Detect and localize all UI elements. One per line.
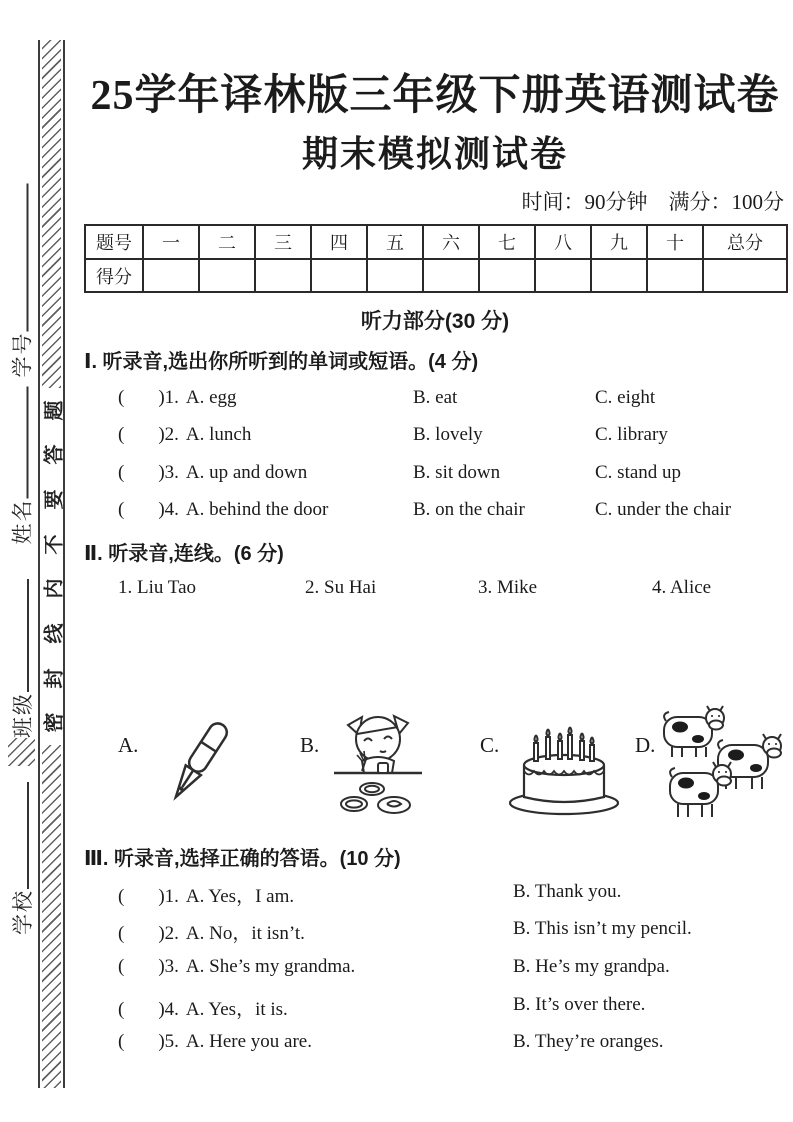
answer-bracket[interactable]: ( ) bbox=[118, 886, 165, 907]
score-blank-cell[interactable] bbox=[591, 259, 647, 292]
answer-bracket[interactable]: ( ) bbox=[118, 923, 165, 944]
section3-heading: Ⅲ. 听录音,选择正确的答语。(10 分) bbox=[84, 848, 401, 870]
class-label: 班级 bbox=[11, 692, 35, 738]
section3-item-2 bbox=[84, 918, 786, 946]
section1-item-3 bbox=[84, 462, 786, 490]
item-number: 1. bbox=[164, 387, 179, 408]
student-name-blank-line[interactable] bbox=[15, 387, 29, 499]
fountain-pen-icon[interactable] bbox=[146, 707, 246, 825]
answer-bracket[interactable]: ( ) bbox=[118, 499, 165, 520]
item-number: 3. bbox=[164, 462, 179, 483]
item-number: 5. bbox=[164, 1031, 179, 1052]
student-name-label: 姓名 bbox=[10, 498, 35, 545]
seal-char: 封 bbox=[43, 668, 65, 689]
answer-bracket[interactable]: ( ) bbox=[118, 462, 165, 483]
paper-subtitle: 期末模拟测试卷 bbox=[301, 134, 568, 174]
score-row-label: 得分 bbox=[85, 259, 143, 292]
girl-eating-icon[interactable] bbox=[326, 709, 430, 829]
option-c: C. eight bbox=[595, 387, 656, 408]
header-cell: 总分 bbox=[703, 225, 787, 259]
section2-pictures-row bbox=[84, 705, 786, 837]
option-c: C. library bbox=[595, 424, 668, 445]
student-id-label: 学号 bbox=[10, 331, 35, 378]
match-name-1[interactable]: 1. Liu Tao bbox=[118, 577, 197, 598]
match-name-3[interactable]: 3. Mike bbox=[478, 577, 538, 598]
section3-item-1 bbox=[84, 881, 786, 909]
margin-hatch-mark bbox=[8, 738, 35, 766]
answer-bracket[interactable]: ( ) bbox=[118, 956, 165, 977]
score-blank-cell[interactable] bbox=[647, 259, 703, 292]
option-a: A. lunch bbox=[185, 424, 252, 445]
header-cell: 八 bbox=[535, 225, 591, 259]
class-field bbox=[6, 570, 38, 738]
option-b: B. sit down bbox=[413, 462, 501, 483]
birthday-cake-icon[interactable] bbox=[502, 713, 626, 821]
paper-title: 25学年译林版三年级下册英语测试卷 bbox=[90, 73, 780, 119]
score-table-header-row bbox=[85, 225, 787, 259]
seal-char: 要 bbox=[43, 489, 65, 510]
option-a: A. No，it isn’t. bbox=[185, 923, 305, 944]
score-blank-cell[interactable] bbox=[367, 259, 423, 292]
header-cell: 题号 bbox=[85, 225, 143, 259]
student-name-field bbox=[6, 378, 38, 545]
match-name-4[interactable]: 4. Alice bbox=[652, 577, 712, 598]
seal-line-text bbox=[40, 388, 63, 745]
score-blank-cell[interactable] bbox=[423, 259, 479, 292]
class-blank-line[interactable] bbox=[15, 579, 29, 692]
seal-char: 题 bbox=[43, 400, 65, 421]
answer-bracket[interactable]: ( ) bbox=[118, 999, 165, 1020]
seal-char: 线 bbox=[43, 623, 65, 644]
listening-part-heading: 听力部分(30 分) bbox=[360, 310, 510, 333]
score-blank-cell[interactable] bbox=[535, 259, 591, 292]
option-a: A. up and down bbox=[185, 462, 308, 483]
option-a: A. She’s my grandma. bbox=[185, 956, 356, 977]
option-c: C. stand up bbox=[595, 462, 682, 483]
section3-item-3 bbox=[84, 956, 786, 984]
section1-item-1 bbox=[84, 387, 786, 415]
option-b: B. This isn’t my pencil. bbox=[513, 918, 692, 939]
option-a: A. egg bbox=[185, 387, 237, 408]
option-b: B. It’s over there. bbox=[513, 994, 646, 1015]
item-number: 2. bbox=[164, 923, 179, 944]
picture-b-label: B. bbox=[300, 733, 320, 757]
section3-item-5 bbox=[84, 1031, 786, 1059]
score-blank-cell[interactable] bbox=[311, 259, 367, 292]
seal-char: 密 bbox=[43, 712, 65, 733]
section3-item-4 bbox=[84, 994, 786, 1022]
answer-bracket[interactable]: ( ) bbox=[118, 387, 165, 408]
picture-d-label: D. bbox=[635, 733, 656, 757]
score-table-score-row bbox=[85, 259, 787, 292]
header-cell: 六 bbox=[423, 225, 479, 259]
seal-hatch-bottom bbox=[42, 745, 61, 1088]
option-a: A. behind the door bbox=[185, 499, 329, 520]
option-b: B. He’s my grandpa. bbox=[513, 956, 670, 977]
option-c: C. under the chair bbox=[595, 499, 732, 520]
school-field bbox=[6, 773, 38, 935]
school-blank-line[interactable] bbox=[15, 782, 29, 889]
section1-heading: Ⅰ. 听录音,选出你所听到的单词或短语。(4 分) bbox=[84, 351, 479, 373]
option-a: A. Yes，it is. bbox=[185, 999, 288, 1020]
score-blank-cell[interactable] bbox=[255, 259, 311, 292]
seal-char: 不 bbox=[43, 534, 65, 555]
option-b: B. Thank you. bbox=[513, 881, 622, 902]
option-b: B. eat bbox=[413, 387, 458, 408]
answer-bracket[interactable]: ( ) bbox=[118, 424, 165, 445]
item-number: 4. bbox=[164, 499, 179, 520]
exam-content bbox=[84, 0, 786, 1122]
header-cell: 五 bbox=[367, 225, 423, 259]
item-number: 2. bbox=[164, 424, 179, 445]
cows-icon[interactable] bbox=[658, 705, 793, 833]
item-number: 4. bbox=[164, 999, 179, 1020]
match-name-2[interactable]: 2. Su Hai bbox=[305, 577, 377, 598]
score-blank-cell[interactable] bbox=[143, 259, 199, 292]
section1-item-4 bbox=[84, 499, 786, 527]
picture-c-label: C. bbox=[480, 733, 500, 757]
score-blank-cell[interactable] bbox=[703, 259, 787, 292]
option-b: B. They’re oranges. bbox=[513, 1031, 664, 1052]
option-a: A. Yes，I am. bbox=[185, 886, 295, 907]
time-score-info: 时间：90分钟 满分：100分 bbox=[521, 190, 784, 214]
header-cell: 二 bbox=[199, 225, 255, 259]
picture-a-label: A. bbox=[118, 733, 139, 757]
score-blank-cell[interactable] bbox=[199, 259, 255, 292]
score-table bbox=[84, 224, 788, 293]
header-cell: 九 bbox=[591, 225, 647, 259]
seal-line-band bbox=[38, 40, 65, 1088]
section2-heading: Ⅱ. 听录音,连线。(6 分) bbox=[84, 543, 284, 565]
header-cell: 一 bbox=[143, 225, 199, 259]
score-blank-cell[interactable] bbox=[479, 259, 535, 292]
section2-names-row bbox=[84, 577, 786, 605]
student-id-field bbox=[6, 175, 38, 378]
option-b: B. lovely bbox=[413, 424, 483, 445]
seal-hatch-top bbox=[42, 40, 61, 388]
school-label: 学校 bbox=[11, 889, 35, 935]
seal-char: 答 bbox=[43, 444, 65, 465]
header-cell: 十 bbox=[647, 225, 703, 259]
header-cell: 四 bbox=[311, 225, 367, 259]
item-number: 1. bbox=[164, 886, 179, 907]
answer-bracket[interactable]: ( ) bbox=[118, 1031, 165, 1052]
section1-item-2 bbox=[84, 424, 786, 452]
header-cell: 三 bbox=[255, 225, 311, 259]
item-number: 3. bbox=[164, 956, 179, 977]
header-cell: 七 bbox=[479, 225, 535, 259]
student-id-blank-line[interactable] bbox=[15, 184, 29, 332]
seal-char: 内 bbox=[43, 578, 65, 599]
option-b: B. on the chair bbox=[413, 499, 525, 520]
option-a: A. Here you are. bbox=[185, 1031, 312, 1052]
